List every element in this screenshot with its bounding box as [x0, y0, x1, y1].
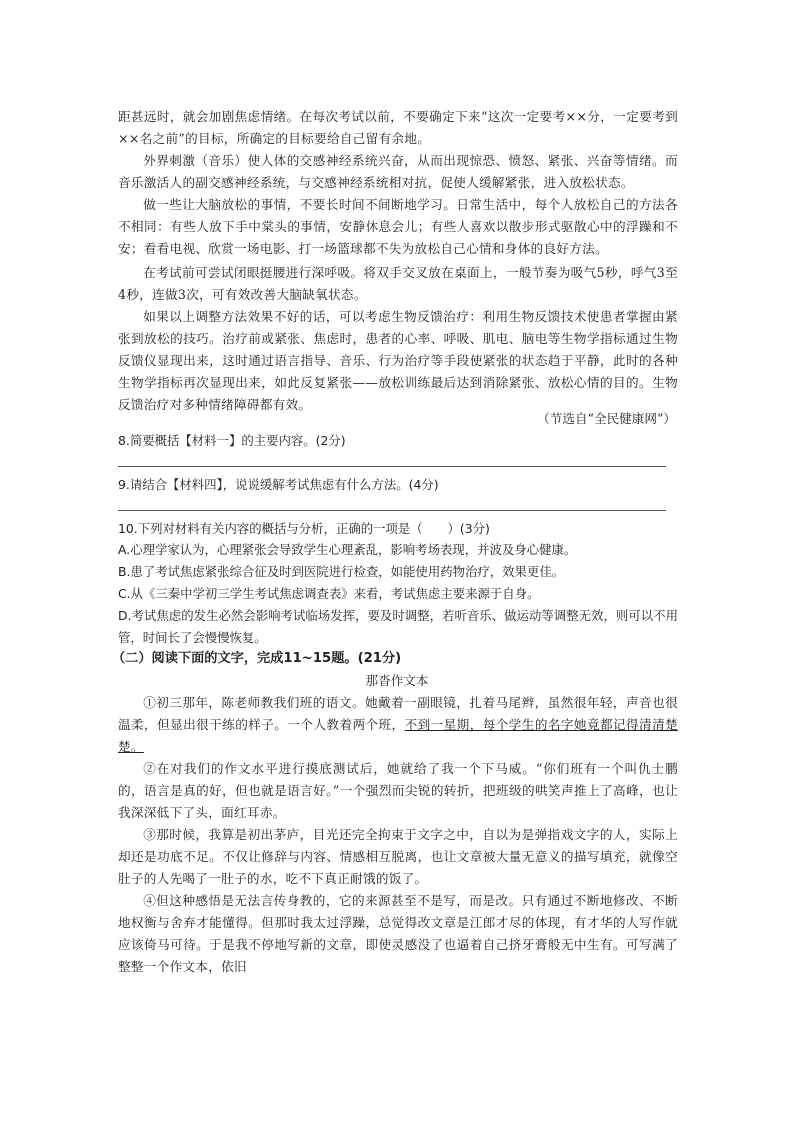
answer-line-9[interactable] [118, 510, 666, 511]
material-paragraph-1: 外界刺激（音乐）使人体的交感神经系统兴奋，从而出现惊恐、愤怒、紧张、兴奋等情绪。而音乐激活人的副交感神经系统，与交感神经系统相对抗，促使人缓解紧张，进入放松状态。 [118, 153, 678, 190]
answer-line-8[interactable] [118, 466, 666, 467]
material-paragraph-4: 如果以上调整方法效果不好的话，可以考虑生物反馈治疗：利用生物反馈技术使患者掌握由紧张到放松的技巧。治疗前或紧张、焦虑时，患者的心率、呼吸、肌电、脑电等生物学指标通过生物反馈仪显现出来，这时通过语言指导、音乐、行为治疗等手段使紧张的状态趋于平静，此时的各种生物学指标再次显现出来，如此反复紧张——放松训练最后达到消除紧张、放松心情的目的。生物反馈治疗对多种情绪障碍都有效。 [118, 309, 678, 412]
option-b: B.患了考试焦虑紧张综合征及时到医院进行检查，如能使用药物治疗，效果更佳。 [118, 564, 565, 579]
option-d: D.考试焦虑的发生必然会影响考试临场发挥，要及时调整，若听音乐、做运动等调整无效，则可以不用管，时间长了会慢慢恢复。 [118, 608, 678, 645]
section-heading: （二）阅读下面的文字，完成11~15题。(21分) [112, 651, 402, 666]
source-citation: （节选自“全民健康网”） [537, 411, 676, 426]
article-paragraph-1-text: ①初三那年，陈老师教我们班的语文。她戴着一副眼镜，扎着马尾辫，虽然很年轻，声音也很温柔，但显出很干练的样子。一个人教着两个班， [118, 695, 678, 732]
question-9: 9.请结合【材料四】，说说缓解考试焦虑有什么方法。(4分) [118, 477, 439, 492]
material-paragraph-3: 在考试前可尝试闭眼挺腰进行深呼吸。将双手交叉放在桌面上，一般节奏为吸气5秒，呼气3至4秒，连做3次，可有效改善大脑缺氧状态。 [118, 265, 678, 302]
underlined-sentence: 不到一星期，每个学生的名字她竟都记得清清楚楚。 [118, 717, 678, 754]
article-paragraph-4: ④但这种感悟是无法言传身教的，它的来源甚至不是写，而是改。只有通过不断地修改、不断地权衡与舍弃才能懂得。但那时我太过浮躁，总觉得改文章是江郎才尽的体现，有才华的人写作就应该倚马可待。于是我不停地写新的文章，即使灵感没了也逼着自己挤牙膏般无中生有。可写满了整整一个作文本，依旧 [118, 893, 678, 974]
article-paragraph-2: ②在对我们的作文水平进行摸底测试后，她就给了我一个下马威。“你们班有一个叫仇士鹏的，语言是真的好，但也就是语言好。”一个强烈而尖锐的转折，把班级的哄笑声推上了高峰，也让我深深低下了头，面红耳赤。 [118, 761, 678, 820]
option-a: A.心理学家认为，心理紧张会导致学生心理紊乱，影响考场表现，并波及身心健康。 [118, 542, 577, 557]
option-c: C.从《三秦中学初三学生考试焦虑调查表》来看，考试焦虑主要来源于自身。 [118, 586, 540, 601]
article-paragraph-1 [118, 692, 678, 758]
material-paragraph-0: 距甚远时，就会加剧焦虑情绪。在每次考试以前，不要确定下来“这次一定要考××分，一定要考到××名之前”的目标，所确定的目标要给自己留有余地。 [118, 109, 678, 146]
question-10: 10.下列对材料有关内容的概括与分析，正确的一项是（ ）(3分) [118, 521, 490, 536]
question-8: 8.简要概括【材料一】的主要内容。(2分) [118, 433, 346, 448]
material-paragraph-2: 做一些让大脑放松的事情，不要长时间不间断地学习。日常生活中，每个人放松自己的方法各不相同：有些人放下手中棠头的事情，安静休息会儿；有些人喜欢以散步形式驱散心中的浮躁和不安；看看电视、欣赏一场电影、打一场篮球都不失为放松自己心情和身体的良好方法。 [118, 197, 678, 256]
article-paragraph-3: ③那时候，我算是初出茅庐，目光还完全拘束于文字之中，自以为是弹指戏文字的人，实际上却还是功底不足。不仅让修辞与内容、情感相互脱离，也让文章被大量无意义的描写填充，就像空肚子的人先喝了一肚子的水，吃不下真正耐饿的饭了。 [118, 827, 678, 886]
article-title: 那沓作文本 [365, 673, 429, 688]
